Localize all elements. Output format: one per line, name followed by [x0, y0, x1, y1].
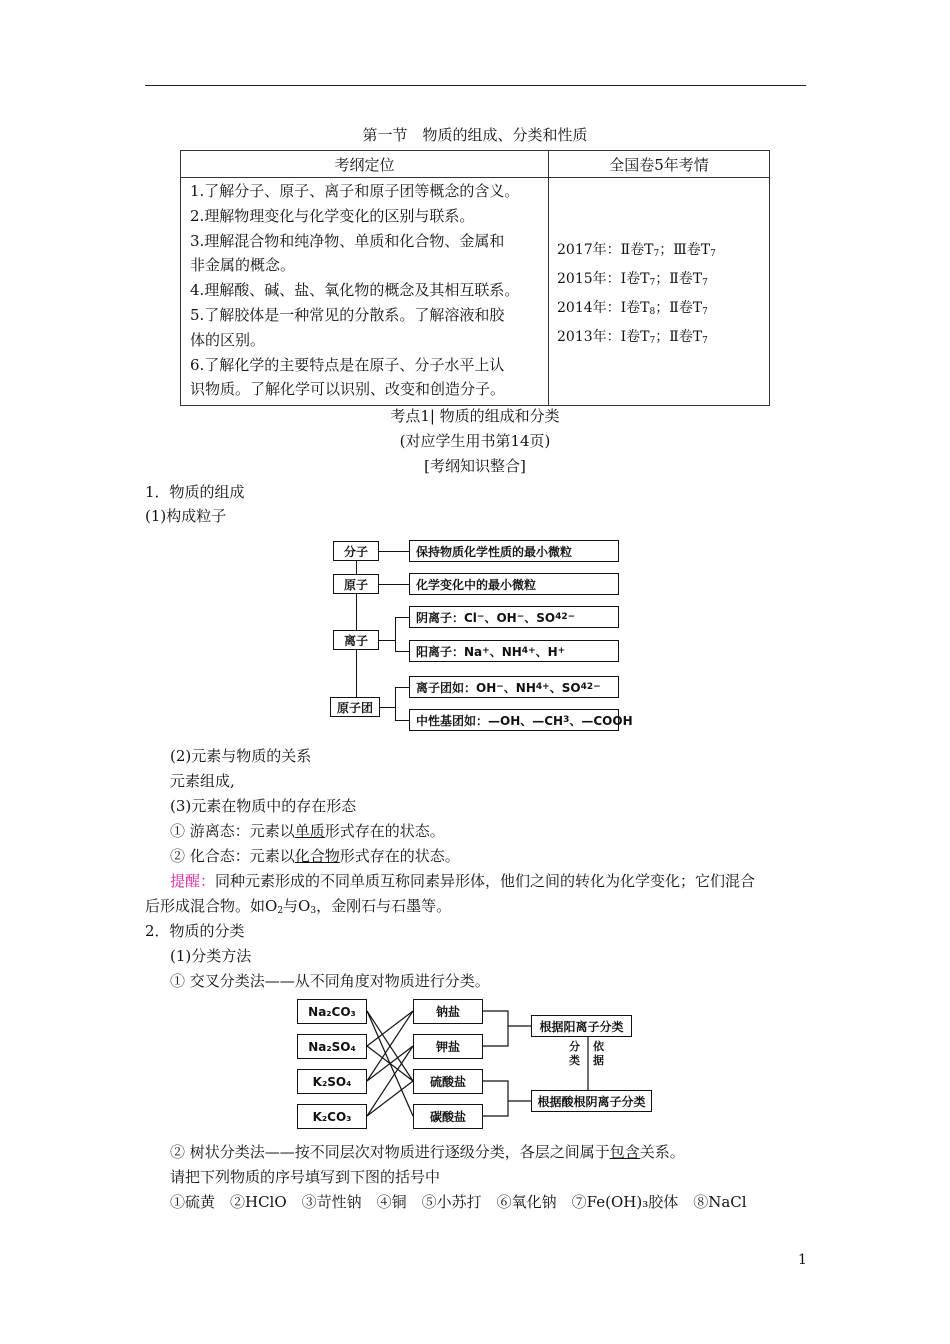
- outline-line: 3.理解混合物和纯净物、单质和化合物、金属和: [190, 231, 505, 250]
- basis-label-b: 依据: [593, 1040, 604, 1067]
- exam-line: 2015年：Ⅰ卷$T_7$；Ⅱ卷$T_7$: [557, 271, 708, 288]
- para-3: (3)元素在物质中的存在形态: [170, 797, 357, 815]
- outline-line: 4.理解酸、碱、盐、氧化物的概念及其相互联系。: [190, 281, 520, 300]
- fill-prompt: 请把下列物质的序号填写到下图的括号中: [170, 1168, 441, 1186]
- table-header-left: 考纲定位: [334, 156, 395, 174]
- compound-box: Na₂SO₄: [297, 1034, 367, 1059]
- ionic-group-box: 离子团如：OH − 、NH 4 + 、SO 4 2−: [409, 676, 619, 698]
- outline-line: 1.了解分子、原子、离子和原子团等概念的含义。: [190, 182, 520, 200]
- outline-line: 非金属的概念。: [190, 256, 296, 275]
- molecule-box: 分子: [333, 541, 379, 561]
- section-title: 第一节 物质的组成、分类和性质: [362, 126, 588, 144]
- fill-items: ①硫黄 ②HClO ③苛性钠 ④铜 ⑤小苏打 ⑥氧化钠 ⑦Fe(OH)₃胶体 ⑧NaCl: [170, 1193, 747, 1211]
- cation-box: 阳离子：Na + 、NH 4 + 、H +: [409, 640, 619, 662]
- outline-line: 6.了解化学的主要特点是在原子、分子水平上认: [190, 355, 505, 374]
- salt-class-box: 硫酸盐: [413, 1069, 483, 1094]
- exam-line: 2014年：Ⅰ卷$T_8$；Ⅱ卷$T_7$: [557, 300, 708, 317]
- kaodian-title: 考点1| 物质的组成和分类: [390, 407, 560, 425]
- ion-box: 离子: [333, 630, 379, 650]
- compound-box: Na₂CO₃: [297, 999, 367, 1024]
- tip-label: 提醒：: [170, 872, 216, 890]
- para-2-line: 元素组成,: [170, 772, 235, 790]
- table-header-right: 全国卷5年考情: [609, 156, 709, 174]
- kaodian-ref: (对应学生用书第14页): [399, 432, 551, 450]
- para-3-1: ① 游离态：元素以单质形式存在的状态。: [170, 822, 445, 840]
- heading-2-1-1: ① 交叉分类法——从不同角度对物质进行分类。: [170, 972, 490, 990]
- outline-line: 识物质。了解化学可以识别、改变和创造分子。: [190, 380, 506, 399]
- heading-2: 2．物质的分类: [145, 922, 245, 940]
- atom-box: 原子: [333, 574, 379, 594]
- molecule-desc-box: 保持物质化学性质的最小微粒: [409, 540, 619, 562]
- heading-2-1-2: ② 树状分类法——按不同层次对物质进行逐级分类，各层之间属于包含关系。: [170, 1143, 685, 1161]
- exam-line: 2017年：Ⅱ卷$T_7$；Ⅲ卷$T_7$: [557, 242, 716, 259]
- heading-1: 1．物质的组成: [145, 483, 245, 501]
- tip-line: 提醒：同种元素形成的不同单质互称同素异形体，他们之间的转化为化学变化；它们混合: [170, 872, 756, 890]
- salt-class-box: 钠盐: [413, 999, 483, 1024]
- page-number: 1: [798, 1252, 807, 1268]
- heading-1-1: (1)构成粒子: [145, 507, 227, 525]
- neutral-group-box: 中性基团如：—OH、—CH 3 、—COOH: [409, 709, 619, 731]
- basis-label-a: 分类: [569, 1040, 580, 1067]
- compound-box: K₂SO₄: [297, 1069, 367, 1094]
- exam-line: 2013年：Ⅰ卷$T_7$；Ⅱ卷$T_7$: [557, 329, 708, 346]
- heading-2-1: (1)分类方法: [170, 947, 252, 965]
- tip-line-2: 后形成混合物。如$O_2$与$O_3$，金刚石与石墨等。: [145, 897, 452, 916]
- salt-class-box: 钾盐: [413, 1034, 483, 1059]
- kaodian-tag: [考纲知识整合]: [424, 457, 526, 475]
- outline-line: 2.理解物理变化与化学变化的区别与联系。: [190, 206, 475, 225]
- salt-class-box: 碳酸盐: [413, 1104, 483, 1129]
- anion-box: 阴离子：Cl − 、OH − 、SO 4 2−: [409, 606, 619, 628]
- para-3-2: ② 化合态：元素以化合物形式存在的状态。: [170, 847, 460, 865]
- compound-box: K₂CO₃: [297, 1104, 367, 1129]
- atom-desc-box: 化学变化中的最小微粒: [409, 573, 619, 595]
- cation-basis-box: 根据阳离子分类: [531, 1015, 632, 1037]
- anion-basis-box: 根据酸根阴离子分类: [531, 1090, 652, 1112]
- para-2: (2)元素与物质的关系: [170, 747, 312, 765]
- outline-line: 5.了解胶体是一种常见的分散系。了解溶液和胶: [190, 305, 505, 324]
- outline-line: 体的区别。: [190, 330, 266, 349]
- atomic-group-box: 原子团: [330, 697, 380, 717]
